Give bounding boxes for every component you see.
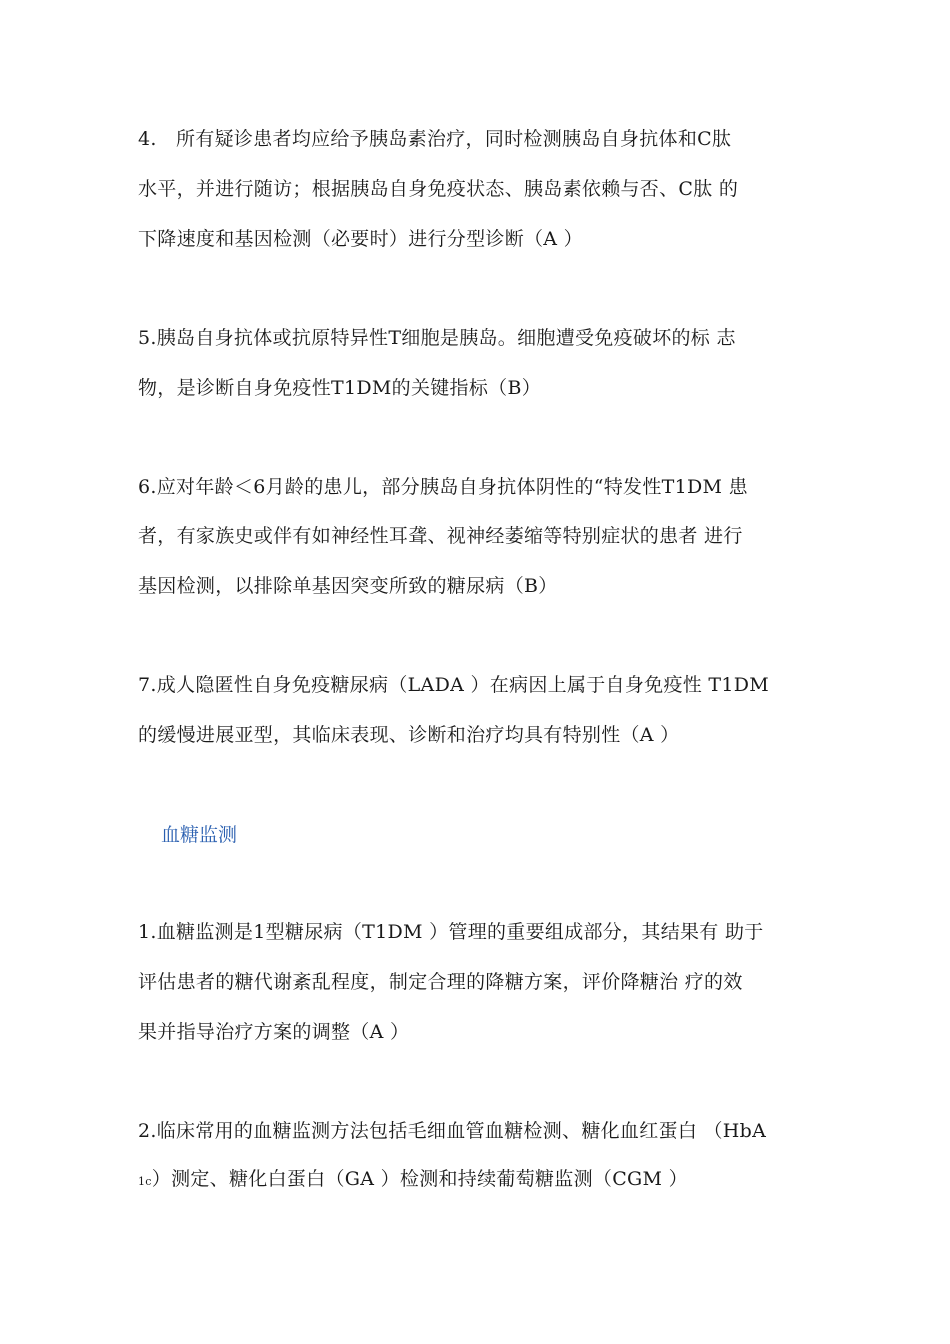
hba1c-subscript: 1c xyxy=(138,1175,152,1188)
section-item-2-line-2-text: ）测定、糖化白蛋白（GA ）检测和持续葡萄糖监测（CGM ） xyxy=(151,1168,688,1190)
item-6-line-2: 者，有家族史或伴有如神经性耳聋、视神经萎缩等特别症状的患者 进行 xyxy=(138,525,743,547)
section-item-1-line-1: 1.血糖监测是1型糖尿病（T1DM ）管理的重要组成部分，其结果有 助于 xyxy=(138,921,764,943)
item-6-line-1: 6.应对年龄＜6月龄的患儿，部分胰岛自身抗体阴性的“特发性T1DM 患 xyxy=(138,476,748,498)
item-6-line-3: 基因检测，以排除单基因突变所致的糖尿病（B） xyxy=(138,575,558,597)
item-4-line-3: 下降速度和基因检测（必要时）进行分型诊断（A ） xyxy=(138,228,583,250)
item-5-line-2: 物，是诊断自身免疫性T1DM的关键指标（B） xyxy=(138,377,542,399)
section-heading: 血糖监测 xyxy=(161,824,238,846)
item-5-line-1: 5.胰岛自身抗体或抗原特异性T细胞是胰岛。细胞遭受免疫破坏的标 志 xyxy=(138,327,736,349)
item-7-line-1: 7.成人隐匿性自身免疫糖尿病（LADA ）在病因上属于自身免疫性 T1DM xyxy=(138,674,770,696)
section-item-2-line-2 xyxy=(138,1166,838,1195)
item-4-line-2: 水平，并进行随访；根据胰岛自身免疫状态、胰岛素依赖与否、C肽 的 xyxy=(138,178,739,200)
section-item-2-line-1: 2.临床常用的血糖监测方法包括毛细血管血糖检测、糖化血红蛋白 （HbA xyxy=(138,1120,767,1142)
section-item-1-line-2: 评估患者的糖代谢紊乱程度，制定合理的降糖方案，评价降糖治 疗的效 xyxy=(138,971,743,993)
item-7-line-2: 的缓慢进展亚型，其临床表现、诊断和治疗均具有特别性（A ） xyxy=(138,724,680,746)
section-item-1-line-3: 果并指导治疗方案的调整（A ） xyxy=(138,1021,410,1043)
item-4-line-1: 4. 所有疑诊患者均应给予胰岛素治疗，同时检测胰岛自身抗体和C肽 xyxy=(138,128,732,150)
